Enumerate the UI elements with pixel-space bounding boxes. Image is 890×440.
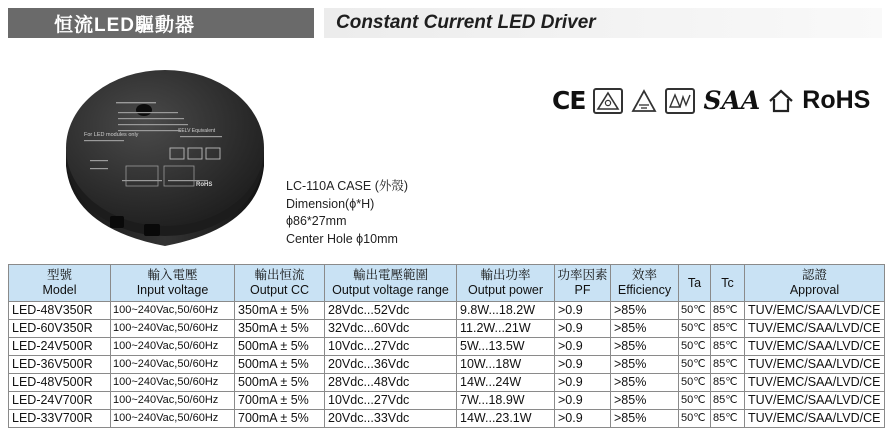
column-header-english: Output voltage range — [332, 283, 449, 297]
case-center-hole: Center Hole ϕ10mm — [286, 231, 398, 246]
table-cell: LED-48V350R — [9, 302, 111, 320]
table-cell: 10Vdc...27Vdc — [325, 338, 457, 356]
table-cell: 14W...24W — [457, 374, 555, 392]
column-header — [611, 265, 679, 302]
table-cell: TUV/EMC/SAA/LVD/CE — [745, 410, 885, 428]
column-header-chinese: Tc — [721, 275, 734, 290]
table-row — [9, 320, 885, 338]
table-row — [9, 410, 885, 428]
table-cell: 7W...18.9W — [457, 392, 555, 410]
table-cell: 10W...18W — [457, 356, 555, 374]
table-cell: 14W...23.1W — [457, 410, 555, 428]
table-cell: 85℃ — [711, 410, 745, 428]
table-cell: 100~240Vac,50/60Hz — [111, 374, 235, 392]
table-cell: LED-24V500R — [9, 338, 111, 356]
table-cell: >85% — [611, 320, 679, 338]
header-gap — [314, 8, 324, 38]
column-header-english: Output power — [467, 283, 544, 297]
table-cell: 700mA ± 5% — [235, 392, 325, 410]
table-cell: LED-60V350R — [9, 320, 111, 338]
table-cell: 85℃ — [711, 320, 745, 338]
table-cell: >85% — [611, 374, 679, 392]
table-row — [9, 302, 885, 320]
table-body — [9, 302, 885, 428]
column-header — [457, 265, 555, 302]
table-cell: 100~240Vac,50/60Hz — [111, 320, 235, 338]
column-header-chinese: 輸出功率 — [480, 268, 531, 282]
column-header-chinese: 輸入電壓 — [147, 268, 198, 282]
table-cell: >0.9 — [555, 302, 611, 320]
table-row — [9, 374, 885, 392]
table-cell: >0.9 — [555, 374, 611, 392]
rohs-mark: RoHS — [802, 86, 871, 114]
table-cell: 700mA ± 5% — [235, 410, 325, 428]
case-size: ϕ86*27mm — [286, 214, 347, 228]
header-bar — [8, 8, 882, 38]
table-cell: 85℃ — [711, 302, 745, 320]
case-specs — [286, 178, 408, 248]
saa-mark: SAA — [703, 86, 761, 115]
table-cell: 100~240Vac,50/60Hz — [111, 410, 235, 428]
table-row — [9, 338, 885, 356]
column-header — [235, 265, 325, 302]
column-header — [711, 265, 745, 302]
table-cell: 85℃ — [711, 374, 745, 392]
column-header — [325, 265, 457, 302]
table-cell: >85% — [611, 410, 679, 428]
column-header-english: Approval — [789, 283, 840, 297]
table-cell: 85℃ — [711, 338, 745, 356]
column-header-english: Model — [42, 283, 77, 297]
certification-marks — [552, 86, 870, 115]
spec-table — [8, 264, 885, 428]
safety-triangle-mark-icon — [593, 88, 623, 114]
ce-mark: CE — [552, 86, 586, 115]
table-cell: 50℃ — [679, 302, 711, 320]
table-cell: TUV/EMC/SAA/LVD/CE — [745, 338, 885, 356]
table-cell: 50℃ — [679, 356, 711, 374]
table-cell: >0.9 — [555, 320, 611, 338]
table-cell: >85% — [611, 338, 679, 356]
table-cell: 50℃ — [679, 392, 711, 410]
table-cell: TUV/EMC/SAA/LVD/CE — [745, 320, 885, 338]
table-cell: 85℃ — [711, 392, 745, 410]
table-cell: 500mA ± 5% — [235, 374, 325, 392]
table-cell: >85% — [611, 302, 679, 320]
table-cell: 100~240Vac,50/60Hz — [111, 356, 235, 374]
table-cell: 9.8W...18.2W — [457, 302, 555, 320]
column-header-chinese: 輸出恒流 — [254, 268, 305, 282]
column-header-chinese: Ta — [687, 275, 702, 290]
product-image — [60, 56, 270, 248]
table-cell: >85% — [611, 392, 679, 410]
table-cell: 350mA ± 5% — [235, 320, 325, 338]
table-cell: 50℃ — [679, 320, 711, 338]
table-cell: TUV/EMC/SAA/LVD/CE — [745, 392, 885, 410]
column-header-chinese: 效率 — [631, 268, 657, 282]
table-cell: 50℃ — [679, 374, 711, 392]
table-cell: 350mA ± 5% — [235, 302, 325, 320]
title-english: Constant Current LED Driver — [324, 8, 882, 38]
table-cell: >0.9 — [555, 338, 611, 356]
table-cell: 10Vdc...27Vdc — [325, 392, 457, 410]
table-cell: >85% — [611, 356, 679, 374]
table-cell: >0.9 — [555, 410, 611, 428]
table-cell: 50℃ — [679, 410, 711, 428]
table-header-row — [9, 265, 885, 302]
table-cell: LED-36V500R — [9, 356, 111, 374]
case-model: LC-110A CASE (外殼) — [286, 179, 409, 193]
table-row — [9, 356, 885, 374]
table-cell: 500mA ± 5% — [235, 356, 325, 374]
table-cell: LED-48V500R — [9, 374, 111, 392]
title-chinese: 恒流LED驅動器 — [8, 8, 314, 38]
class2-triangle-mark-icon — [631, 89, 657, 113]
column-header-english: Output CC — [249, 283, 310, 297]
table-cell: 28Vdc...48Vdc — [325, 374, 457, 392]
product-label-led-modules: For LED modules only — [84, 132, 139, 138]
table-cell: TUV/EMC/SAA/LVD/CE — [745, 302, 885, 320]
column-header-chinese: 認證 — [801, 268, 827, 282]
table-cell: 85℃ — [711, 356, 745, 374]
product-label-rohs: RoHS — [196, 182, 213, 188]
table-cell: 50℃ — [679, 338, 711, 356]
table-cell: 20Vdc...36Vdc — [325, 356, 457, 374]
emc-mark-icon — [665, 88, 695, 114]
column-header — [745, 265, 885, 302]
led-driver-case-illustration — [60, 56, 270, 248]
column-header — [679, 265, 711, 302]
table-cell: 100~240Vac,50/60Hz — [111, 338, 235, 356]
column-header-chinese: 功率因素 — [557, 268, 608, 282]
column-header — [111, 265, 235, 302]
table-cell: LED-33V700R — [9, 410, 111, 428]
table-cell: 500mA ± 5% — [235, 338, 325, 356]
house-mark-icon — [768, 88, 794, 114]
column-header-english: PF — [574, 283, 591, 297]
column-header-chinese: 輸出電壓範圍 — [352, 268, 428, 282]
column-header-english: Efficiency — [617, 283, 672, 297]
column-header-english: Input voltage — [136, 283, 209, 297]
table-cell: TUV/EMC/SAA/LVD/CE — [745, 356, 885, 374]
table-cell: 5W...13.5W — [457, 338, 555, 356]
table-cell: LED-24V700R — [9, 392, 111, 410]
case-dimension-label: Dimension(ϕ*H) — [286, 196, 375, 211]
column-header — [555, 265, 611, 302]
column-header-chinese: 型號 — [46, 268, 72, 282]
table-cell: 11.2W...21W — [457, 320, 555, 338]
table-cell: TUV/EMC/SAA/LVD/CE — [745, 374, 885, 392]
table-cell: 100~240Vac,50/60Hz — [111, 302, 235, 320]
table-cell: 100~240Vac,50/60Hz — [111, 392, 235, 410]
table-cell: 20Vdc...33Vdc — [325, 410, 457, 428]
table-cell: 32Vdc...60Vdc — [325, 320, 457, 338]
table-row — [9, 392, 885, 410]
table-cell: 28Vdc...52Vdc — [325, 302, 457, 320]
product-label-selv: SELV Equivalent — [178, 128, 216, 134]
table-cell: >0.9 — [555, 356, 611, 374]
table-cell: >0.9 — [555, 392, 611, 410]
column-header — [9, 265, 111, 302]
